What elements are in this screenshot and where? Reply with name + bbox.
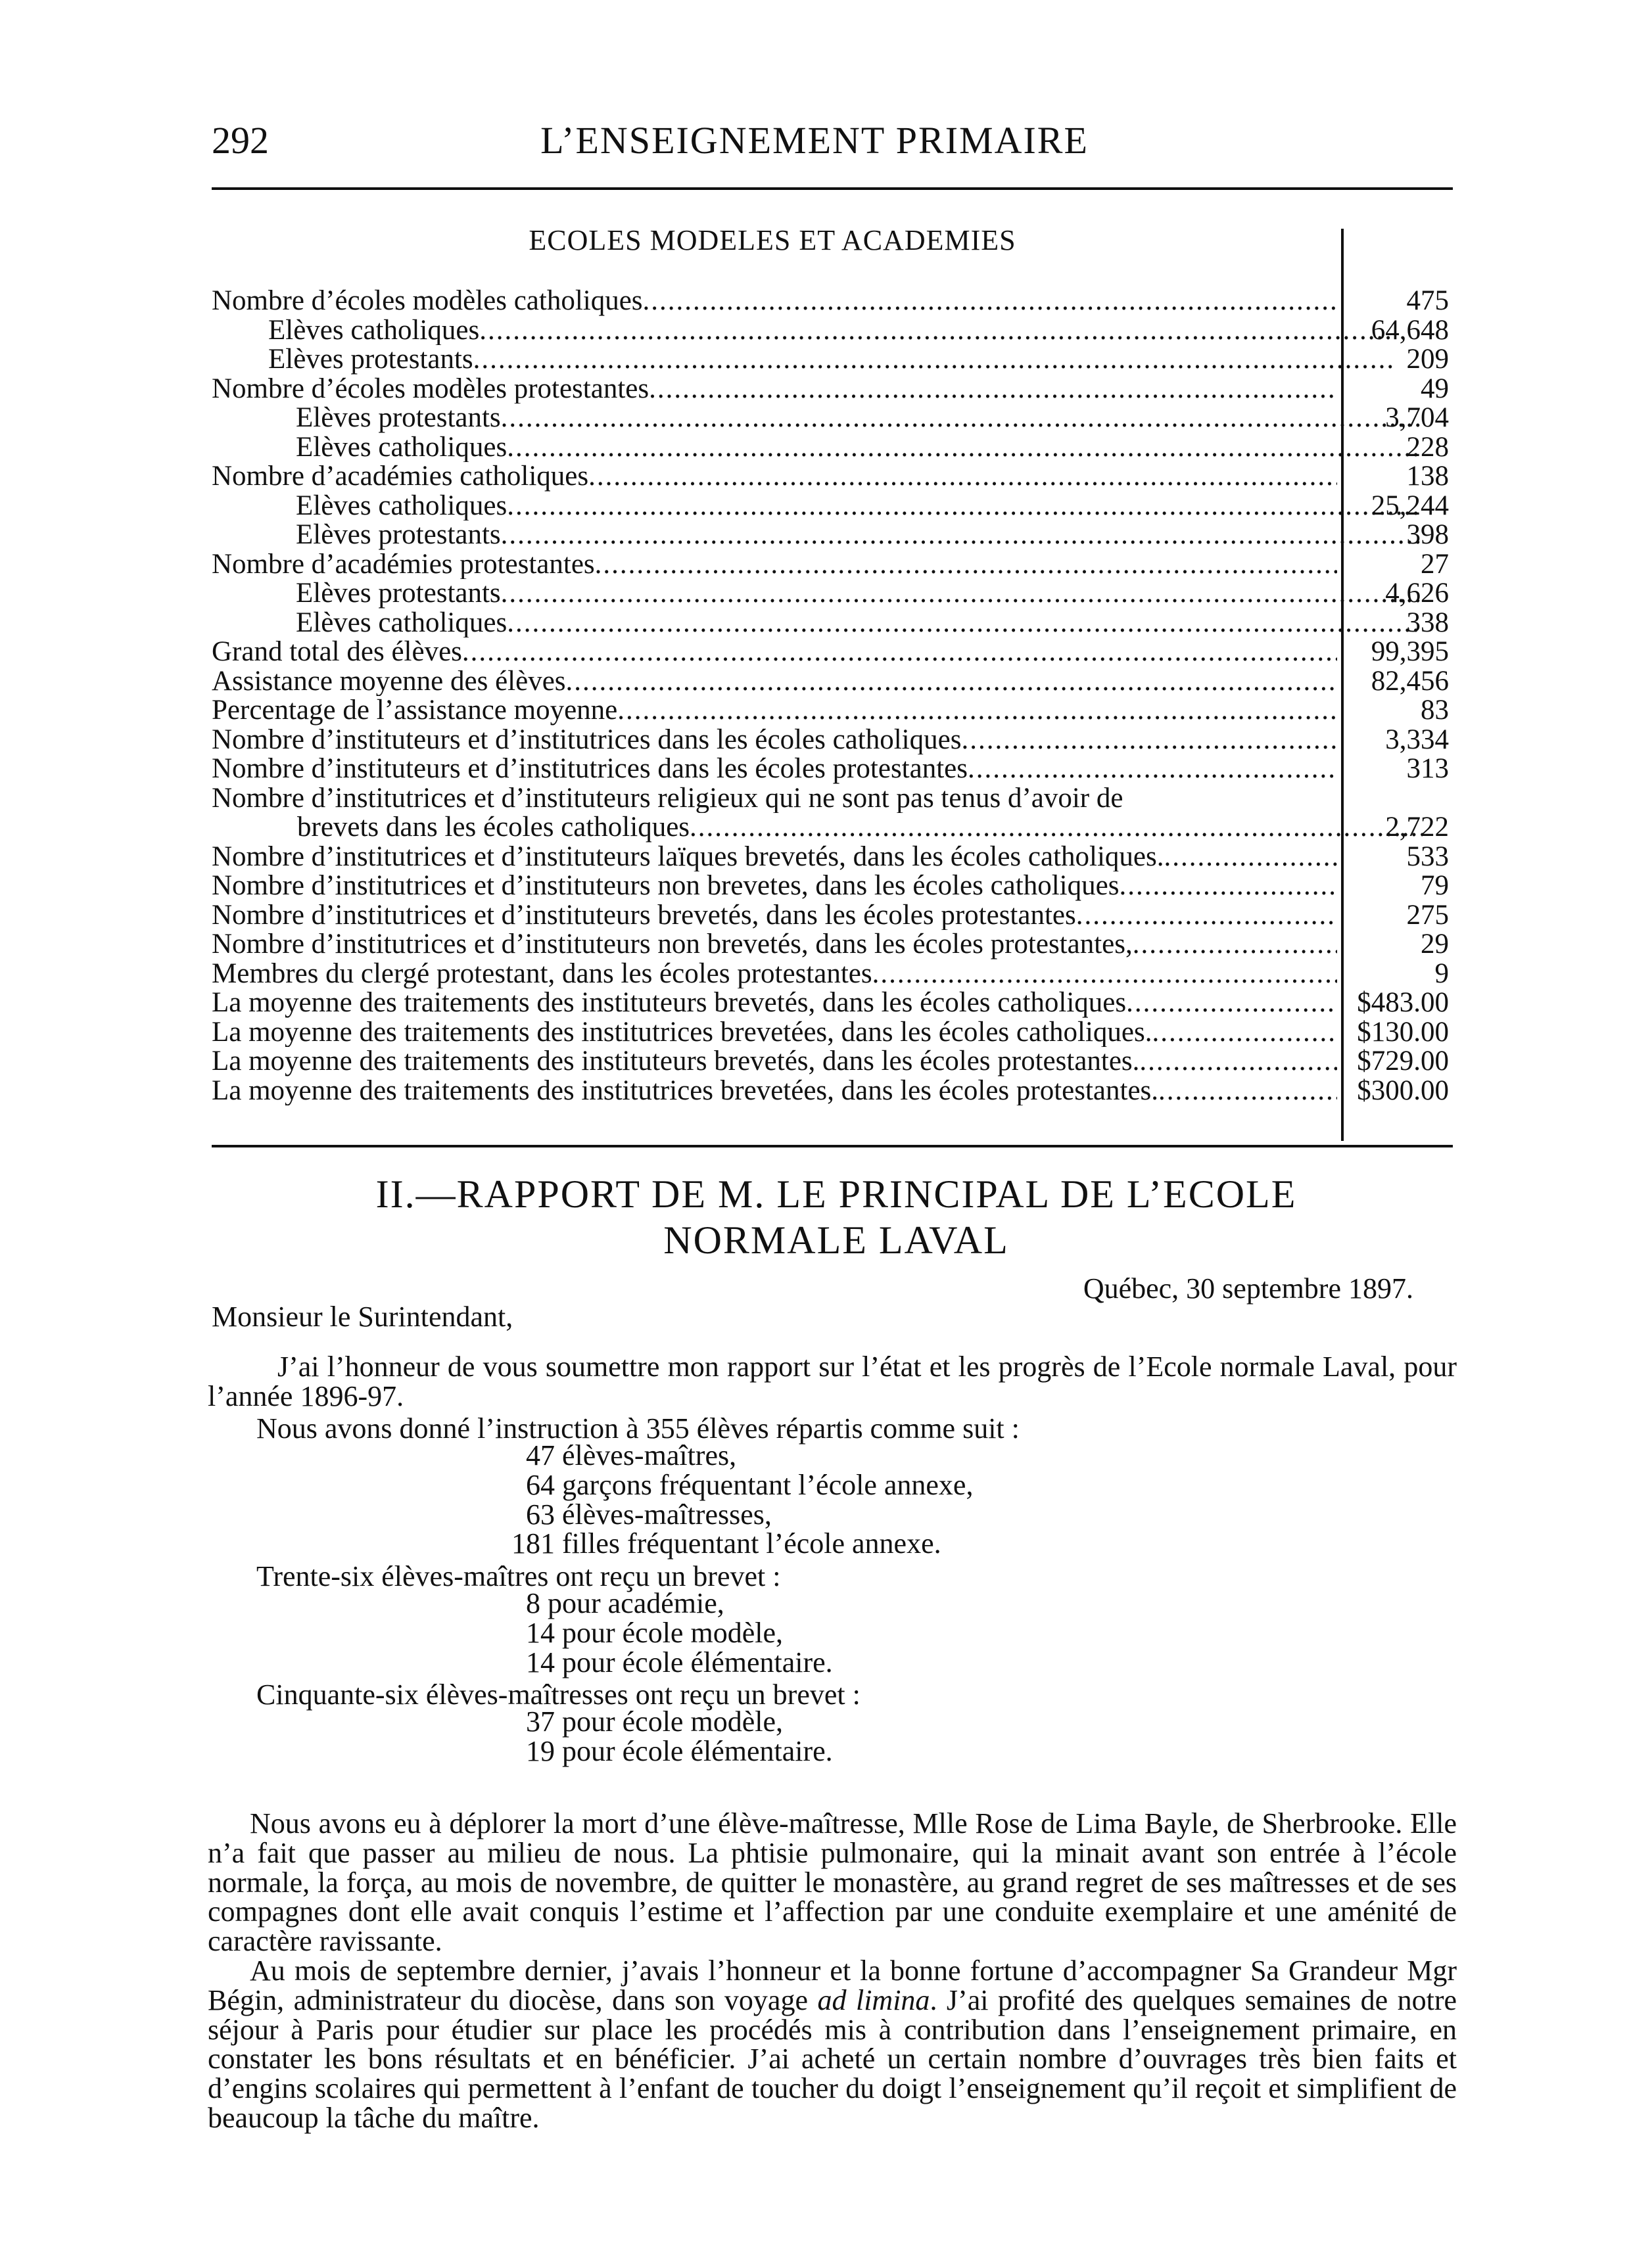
row-value: 398 bbox=[1406, 519, 1449, 550]
row-label: La moyenne des traitements des instituteurs brevetés, dans les écoles protestantes. bbox=[212, 1047, 1140, 1076]
row-value: 138 bbox=[1406, 461, 1449, 492]
letter-salutation: Monsieur le Surintendant, bbox=[212, 1301, 513, 1333]
row-label: La moyenne des traitements des institutrices brevetées, dans les écoles catholiques. bbox=[212, 1017, 1152, 1047]
row-label: Elèves protestants bbox=[296, 579, 501, 609]
enrollment-list bbox=[511, 1439, 974, 1560]
row-label: La moyenne des traitements des institutrices brevetées, dans les écoles protestantes. bbox=[212, 1076, 1159, 1105]
section-title-line: NORMALE LAVAL bbox=[663, 1218, 1009, 1262]
row-label: Nombre d’instituteurs et d’institutrices dans les écoles protestantes bbox=[212, 754, 968, 784]
paragraph: Nous avons eu à déplorer la mort d’une élève-maîtresse, Mlle Rose de Lima Bayle, de Sherbrooke. Elle n’a fait que passer au milieu de nous. La phtisie pulmonaire, qui la minait avant son entrée à l’école normale, la força, au mois de novembre, de quitter le monastère, au grand regret de ses maîtresses et de ses compagnes dont elle avait conquis l’estime et l’affection par une conduite exemplaire et une aménité de caractère ravissante. bbox=[208, 1807, 1457, 1958]
table-row bbox=[212, 901, 1461, 931]
list-item: 14 pour école élémentaire. bbox=[526, 1646, 833, 1678]
row-value: 79 bbox=[1421, 870, 1449, 901]
list-item: 64 garçons fréquentant l’école annexe, bbox=[526, 1468, 974, 1501]
table-row bbox=[212, 637, 1461, 667]
row-value: 49 bbox=[1421, 373, 1449, 404]
list-item: 19 pour école élémentaire. bbox=[526, 1734, 833, 1767]
paragraph-text: J’ai l’honneur de vous soumettre mon rapport sur l’état et les progrès de l’Ecole normale Laval, pour l’année 1896-97. bbox=[208, 1351, 1457, 1412]
list-item: 14 pour école modèle, bbox=[526, 1616, 783, 1649]
table-row bbox=[212, 1047, 1461, 1076]
table-row bbox=[212, 930, 1461, 960]
row-label: Elèves protestants bbox=[296, 521, 501, 550]
row-value: 29 bbox=[1421, 929, 1449, 960]
row-label: Membres du clergé protestant, dans les écoles protestantes bbox=[212, 959, 872, 988]
row-value: 3,704 bbox=[1385, 402, 1449, 433]
paragraph: Nous avons donné l’instruction à 355 élèves répartis comme suit : bbox=[256, 1412, 1020, 1445]
row-value: $130.00 bbox=[1357, 1016, 1449, 1048]
table-row bbox=[212, 696, 1461, 726]
table-row bbox=[212, 375, 1461, 404]
table-bottom-rule bbox=[212, 1145, 1453, 1147]
row-value: 313 bbox=[1406, 753, 1449, 784]
table-row bbox=[212, 754, 1461, 784]
table-row bbox=[212, 784, 1461, 814]
section-title bbox=[212, 1171, 1461, 1263]
row-label: Nombre d’institutrices et d’instituteurs brevetés, dans les écoles protestantes bbox=[212, 900, 1076, 930]
row-value: 275 bbox=[1406, 899, 1449, 931]
table-heading: ECOLES MODELES ET ACADEMIES bbox=[529, 224, 1016, 256]
table-row bbox=[212, 726, 1461, 755]
row-value: 64,648 bbox=[1371, 314, 1449, 346]
row-value: 25,244 bbox=[1371, 490, 1449, 521]
table-row bbox=[212, 316, 1461, 346]
row-value: 209 bbox=[1406, 344, 1449, 375]
table-row bbox=[212, 871, 1461, 901]
list-item: 47 élèves-maîtres, bbox=[526, 1439, 737, 1471]
row-label: Elèves catholiques bbox=[296, 491, 508, 521]
row-value: 82,456 bbox=[1371, 665, 1449, 697]
table-row bbox=[212, 988, 1461, 1018]
running-title: L’ENSEIGNEMENT PRIMAIRE bbox=[540, 119, 1089, 162]
table-row bbox=[212, 345, 1461, 375]
table-row bbox=[212, 521, 1461, 550]
row-value: 533 bbox=[1406, 841, 1449, 872]
row-label: Nombre d’académies catholiques bbox=[212, 462, 589, 492]
table-row bbox=[212, 960, 1461, 989]
row-label: Nombre d’institutrices et d’instituteurs laïques brevetés, dans les écoles catholiques. bbox=[212, 842, 1164, 871]
list-item: 8 pour académie, bbox=[526, 1587, 724, 1619]
row-label: La moyenne des traitements des instituteurs brevetés, dans les écoles catholiques bbox=[212, 988, 1127, 1018]
table-row bbox=[212, 492, 1461, 521]
table-row bbox=[212, 287, 1461, 316]
table-row bbox=[212, 433, 1461, 463]
row-value: 228 bbox=[1406, 431, 1449, 463]
row-label: Nombre d’écoles modèles protestantes bbox=[212, 374, 649, 404]
brevet-list-maitresses bbox=[526, 1707, 833, 1767]
row-label: Nombre d’institutrices et d’instituteurs non brevetes, dans les écoles catholiques bbox=[212, 871, 1120, 901]
paragraph-text: Au mois de septembre dernier, j’avais l’honneur et la bonne fortune d’accompagner Sa Grandeur Mgr Bégin, administrateur du diocèse, dans son voyage bbox=[208, 1954, 1457, 2016]
row-value: 83 bbox=[1421, 695, 1449, 726]
row-value: 3,334 bbox=[1385, 724, 1449, 755]
row-label: Nombre d’institutrices et d’instituteurs religieux qui ne sont pas tenus d’avoir de bbox=[212, 783, 1123, 813]
table-row bbox=[212, 550, 1461, 580]
table-row bbox=[212, 579, 1461, 609]
closing-paragraphs bbox=[208, 1809, 1457, 2133]
list-item: 63 élèves-maîtresses, bbox=[526, 1498, 772, 1531]
row-label: Nombre d’écoles modèles catholiques bbox=[212, 287, 643, 316]
page-number: 292 bbox=[212, 119, 269, 162]
list-item: 37 pour école modèle, bbox=[526, 1705, 783, 1738]
row-value: 338 bbox=[1406, 607, 1449, 638]
row-value: $483.00 bbox=[1357, 987, 1449, 1018]
row-label: Elèves protestants bbox=[268, 345, 473, 375]
row-label: Grand total des élèves bbox=[212, 637, 462, 667]
row-label: Elèves catholiques bbox=[268, 315, 480, 345]
paragraph bbox=[208, 1353, 1457, 1412]
row-value: 2,722 bbox=[1385, 812, 1449, 843]
row-label: Elèves catholiques bbox=[296, 432, 508, 462]
italic-term: ad limina bbox=[817, 1983, 930, 2016]
row-label: Assistance moyenne des élèves bbox=[212, 666, 566, 696]
row-label: Nombre d’institutrices et d’instituteurs non brevetés, dans les écoles protestantes, bbox=[212, 930, 1133, 960]
row-label: Elèves catholiques bbox=[296, 608, 508, 637]
row-value: 475 bbox=[1406, 285, 1449, 316]
header-rule bbox=[212, 187, 1453, 190]
row-label: brevets dans les écoles catholiques bbox=[297, 813, 690, 843]
row-label: Nombre d’instituteurs et d’institutrices dans les écoles catholiques bbox=[212, 725, 962, 754]
row-value: $300.00 bbox=[1357, 1075, 1449, 1106]
table-row bbox=[212, 609, 1461, 638]
paragraph: Trente-six élèves-maîtres ont reçu un brevet : bbox=[256, 1560, 781, 1592]
table-row bbox=[212, 843, 1461, 872]
section-title-line: II.—RAPPORT DE M. LE PRINCIPAL DE L’ECOLE bbox=[375, 1172, 1297, 1216]
row-label: Percentage de l’assistance moyenne bbox=[212, 696, 618, 726]
row-value: 27 bbox=[1421, 548, 1449, 580]
row-value: 99,395 bbox=[1371, 636, 1449, 667]
table-row bbox=[212, 1076, 1461, 1106]
row-value: 4,626 bbox=[1385, 578, 1449, 609]
table-row bbox=[212, 1018, 1461, 1048]
row-label: Nombre d’académies protestantes bbox=[212, 549, 595, 579]
brevet-list-maitres bbox=[526, 1589, 833, 1677]
row-label: Elèves protestants bbox=[296, 404, 501, 433]
table-row bbox=[212, 667, 1461, 697]
row-value: $729.00 bbox=[1357, 1046, 1449, 1076]
statistics-table bbox=[212, 287, 1461, 1105]
table-row bbox=[212, 813, 1461, 843]
table-row bbox=[212, 404, 1461, 433]
row-value: 9 bbox=[1434, 958, 1449, 989]
table-row bbox=[212, 462, 1461, 492]
paragraph bbox=[208, 1956, 1457, 2133]
letter-date: Québec, 30 septembre 1897. bbox=[1083, 1272, 1413, 1305]
list-item: 181 filles fréquentant l’école annexe. bbox=[511, 1527, 941, 1560]
paragraph: Cinquante-six élèves-maîtresses ont reçu un brevet : bbox=[256, 1678, 861, 1711]
paragraph-text: . J’ai profité des quelques semaines de notre séjour à Paris pour étudier sur place les procédés mis à contribution dans l’enseignement primaire, en constater les bons résultats et en bénéficier. J’ai acheté un certain nombre d’ouvrages très bien faits et d’engins scolaires qui permettent à l’enfant de toucher du doigt l’enseignement qu’il reçoit et simplifient de beaucoup la tâche du maître. bbox=[208, 1983, 1457, 2134]
